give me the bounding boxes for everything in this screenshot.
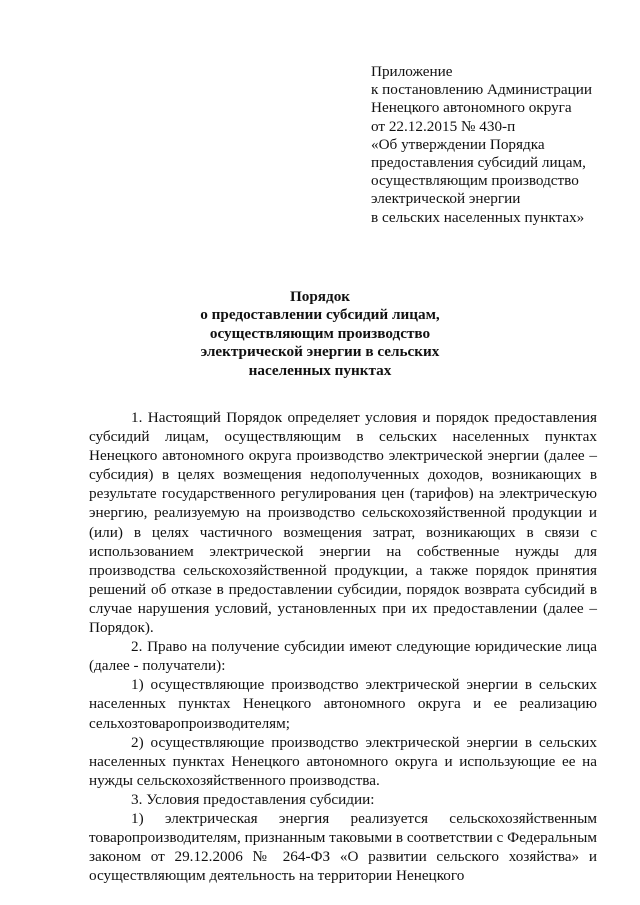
- appendix-line: к постановлению Администрации: [371, 81, 592, 99]
- appendix-line: осуществляющим производство: [371, 172, 579, 190]
- paragraph-3: 3. Условия предоставления субсидии:: [131, 790, 375, 808]
- title-line: электрической энергии в сельских: [200, 343, 440, 361]
- title-line: осуществляющим производство: [209, 324, 431, 342]
- paragraph-2-item-1: 1) осуществляющие производство электрической энергии в сельских населенных пунктах Ненецкого автономного округа и ее реализацию сельхозтоваропроизводителям;: [89, 676, 597, 732]
- paragraph-1: 1. Настоящий Порядок определяет условия и порядок предоставления субсидий лицам, осуществляющим в сельских населенных пунктах Ненецкого автономного округа производство электрической энергии (далее – субсидия) в целях возмещения недополученных доходов, возникающих в результате государственного регулирования цен (тарифов) на электрическую энергию, реализуемую на производство сельскохозяйственной продукции и (или) в целях частичного возмещения затрат, возникающих в связи с использованием электрической энергии на собственные нужды для производства сельскохозяйственной продукции, а также порядок принятия решений об отказе в предоставлении субсидии, порядок возврата субсидий в случае нарушения условий, установленных при их предоставлении (далее – Порядок).: [89, 409, 597, 637]
- appendix-header: [371, 63, 621, 227]
- document-title: [150, 288, 490, 380]
- appendix-line: электрической энергии: [371, 190, 521, 208]
- paragraph-3-item-1: 1) электрическая энергия реализуется сельскохозяйственным товаропроизводителям, признанным таковыми в соответствии с Федеральным законом от 29.12.2006 № 264-ФЗ «О развитии сельского хозяйства» и осуществляющим деятельность на территории Ненецкого: [89, 809, 597, 885]
- title-line: Порядок: [289, 288, 351, 305]
- title-line: населенных пунктах: [248, 361, 392, 379]
- title-line: о предоставлении субсидий лицам,: [200, 306, 440, 324]
- document-body: [89, 408, 597, 885]
- appendix-line: предоставления субсидий лицам,: [371, 154, 586, 172]
- appendix-line: Ненецкого автономного округа: [371, 99, 572, 117]
- paragraph-2-item-2: 2) осуществляющие производство электрической энергии в сельских населенных пунктах Ненецкого автономного округа и использующие ее на нужды сельскохозяйственного производства.: [89, 733, 597, 789]
- paragraph-2: 2. Право на получение субсидии имеют следующие юридические лица (далее - получатели):: [89, 638, 597, 675]
- appendix-line: в сельских населенных пунктах»: [371, 208, 585, 226]
- appendix-line: Приложение: [371, 63, 453, 80]
- appendix-line: от 22.12.2015 № 430-п: [371, 117, 516, 135]
- appendix-line: «Об утверждении Порядка: [371, 135, 545, 153]
